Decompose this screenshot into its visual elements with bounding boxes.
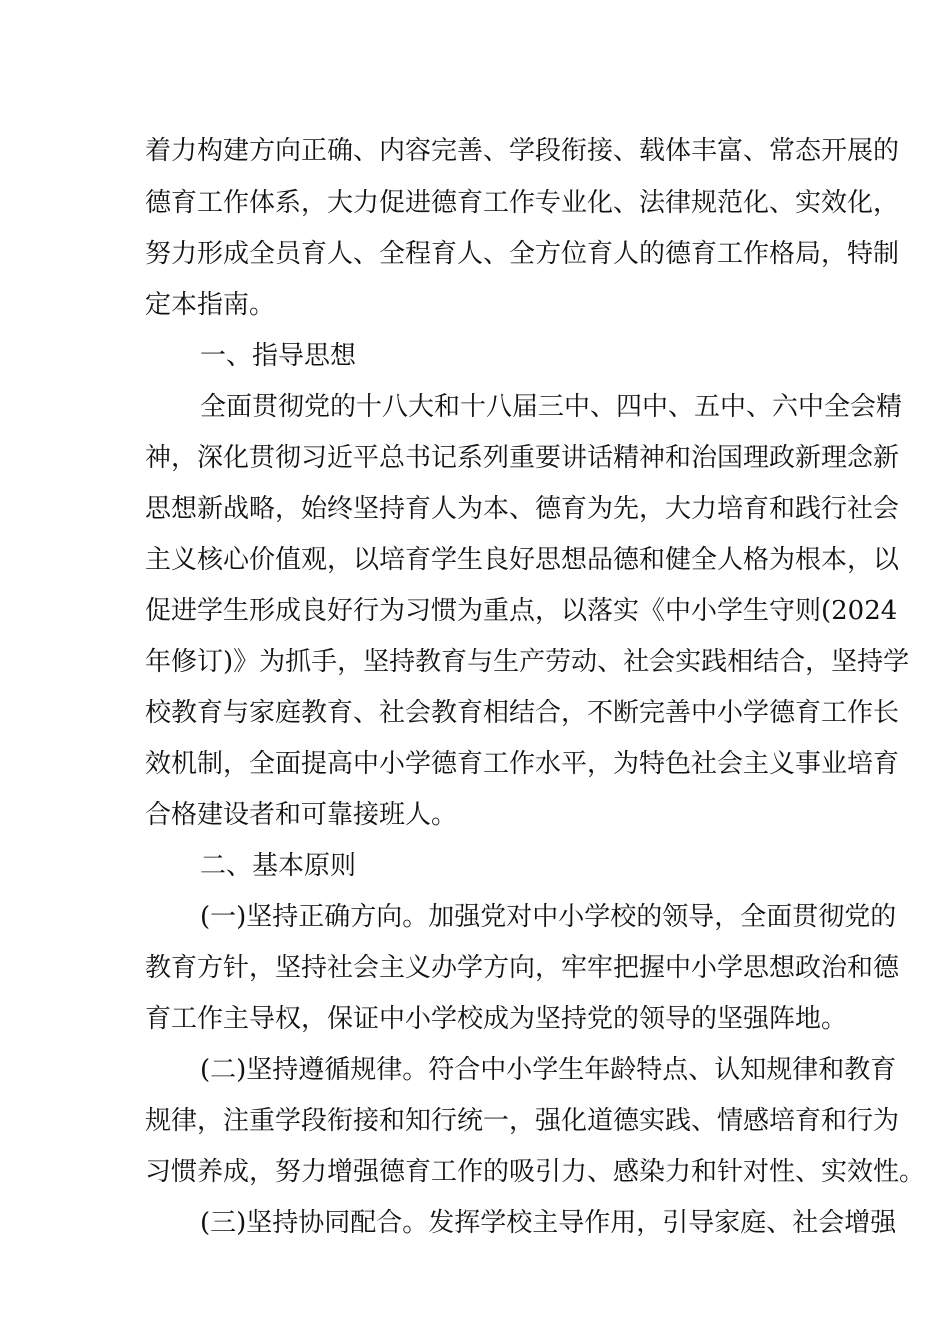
body-text-line: 神，深化贯彻习近平总书记系列重要讲话精神和治国理政新理念新 — [145, 443, 900, 473]
body-text-line: 着力构建方向正确、内容完善、学段衔接、载体丰富、常态开展的 — [145, 136, 900, 166]
body-text-line: 合格建设者和可靠接班人。 — [145, 800, 458, 830]
body-text-line: (三)坚持协同配合。发挥学校主导作用，引导家庭、社会增强 — [200, 1208, 897, 1238]
body-text-line: (二)坚持遵循规律。符合中小学生年龄特点、认知规律和教育 — [200, 1055, 897, 1085]
body-text-line: 效机制，全面提高中小学德育工作水平，为特色社会主义事业培育 — [145, 749, 900, 779]
body-text-line: 主义核心价值观，以培育学生良好思想品德和健全人格为根本，以 — [145, 545, 900, 575]
body-text-line: 规律，注重学段衔接和知行统一，强化道德实践、情感培育和行为 — [145, 1106, 900, 1136]
body-text-line: 德育工作体系，大力促进德育工作专业化、法律规范化、实效化， — [145, 188, 900, 218]
body-text-line: 促进学生形成良好行为习惯为重点，以落实《中小学生守则(2024 — [145, 596, 898, 626]
body-text-line: 育工作主导权，保证中小学校成为坚持党的领导的坚强阵地。 — [145, 1004, 848, 1034]
body-text-line: 教育方针，坚持社会主义办学方向，牢牢把握中小学思想政治和德 — [145, 953, 900, 983]
section-heading: 二、基本原则 — [200, 851, 357, 881]
body-text-line: 校教育与家庭教育、社会教育相结合，不断完善中小学德育工作长 — [145, 698, 900, 728]
body-text-line: 全面贯彻党的十八大和十八届三中、四中、五中、六中全会精 — [200, 392, 903, 422]
body-text-line: 努力形成全员育人、全程育人、全方位育人的德育工作格局，特制 — [145, 239, 900, 269]
body-text-line: 年修订)》为抓手，坚持教育与生产劳动、社会实践相结合，坚持学 — [145, 647, 910, 677]
body-text-line: (一)坚持正确方向。加强党对中小学校的领导，全面贯彻党的 — [200, 902, 897, 932]
body-text-line: 定本指南。 — [145, 290, 276, 320]
section-heading: 一、指导思想 — [200, 341, 357, 371]
body-text-line: 习惯养成，努力增强德育工作的吸引力、感染力和针对性、实效性。 — [145, 1157, 926, 1187]
body-text-line: 思想新战略，始终坚持育人为本、德育为先，大力培育和践行社会 — [145, 494, 900, 524]
